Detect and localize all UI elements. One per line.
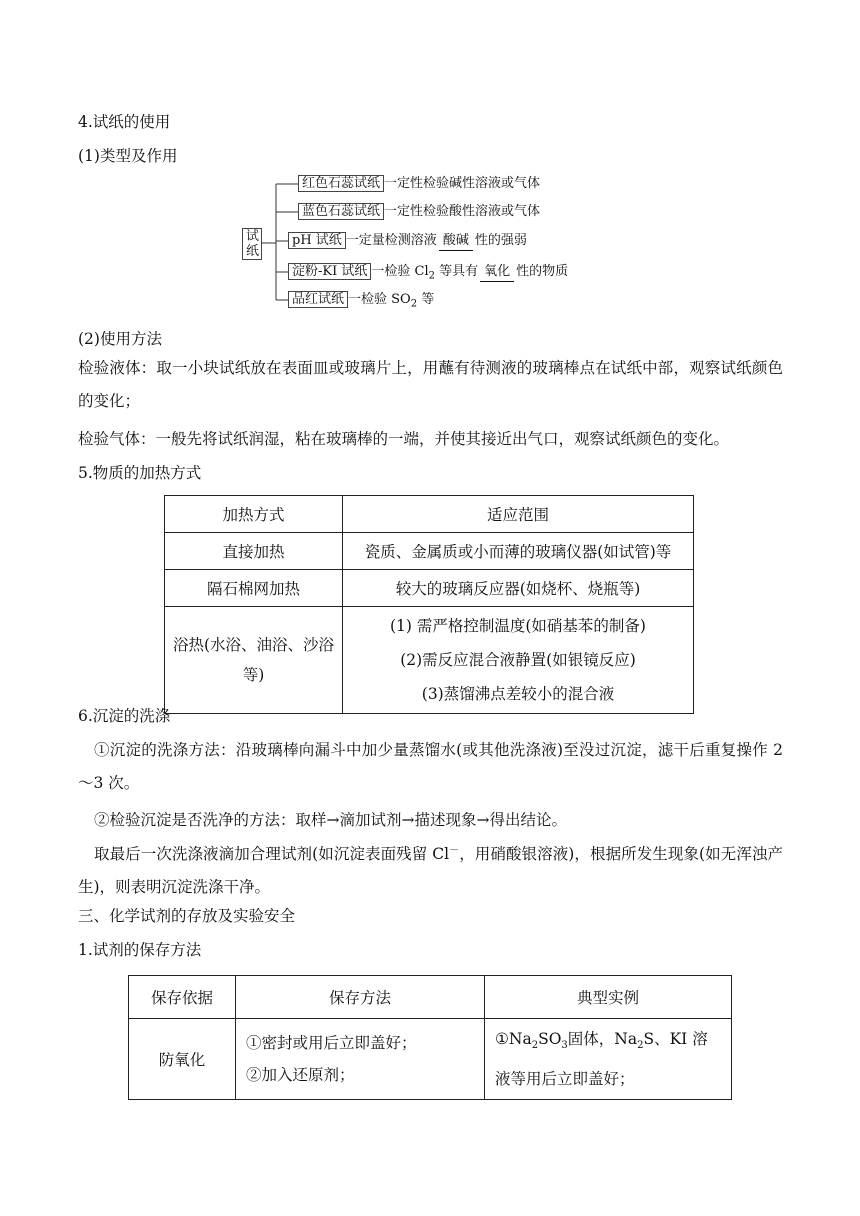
paragraph-liquid: 检验液体：取一小块试纸放在表面皿或玻璃片上，用蘸有待测液的玻璃棒点在试纸中部，观察试纸颜色的变化； (78, 359, 783, 410)
diagram-item: 淀粉-KI 试纸 一检验 $Cl_2$ 等具有 氧化 性的物质 (288, 263, 568, 286)
paragraph-check: ②检验沉淀是否洗净的方法：取样→滴加试剂→描述现象→得出结论。 (94, 811, 567, 829)
diagram-item: 品红试纸 一检验 $SO_2$ 等 (288, 291, 434, 314)
heating-methods-table (164, 495, 694, 714)
paragraph-gas: 检验气体：一般先将试纸润湿，粘在玻璃棒的一端，并使其接近出气口，观察试纸颜色的变化。 (78, 430, 730, 448)
table-row: 隔石棉网加热 较大的玻璃反应器(如烧杯、烧瓶等) (165, 570, 694, 607)
table-header: 加热方式 (165, 496, 343, 533)
paragraph-result: 取最后一次洗涤液滴加合理试剂(如沉淀表面残留 Cl－，用硝酸银溶液)，根据所发生现象(如无浑浊产生)，则表明沉淀洗涤干净。 (78, 845, 783, 897)
paragraph-washing: ①沉淀的洗涤方法：沿玻璃棒向漏斗中加少量蒸馏水(或其他洗涤液)至没过沉淀，滤干后重复操作 2～3 次。 (78, 741, 783, 792)
section-title: 4.试纸的使用 (78, 113, 171, 131)
table-header: 保存方法 (236, 976, 485, 1019)
diagram-item: pH 试纸 一定量检测溶液 酸碱 性的强弱 (288, 232, 527, 251)
subsection-title: (1)类型及作用 (78, 147, 178, 165)
diagram-item: 蓝色石蕊试纸 一定性检验酸性溶液或气体 (298, 203, 540, 221)
reagent-storage-table (128, 975, 732, 1100)
table-row: 防氧化 ①密封或用后立即盖好； ②加入还原剂； $①Na_2SO_3$固体，$Na_2S$、KI 溶液等用后立即盖好； (129, 1019, 732, 1100)
section-title: 三、化学试剂的存放及实验安全 (78, 907, 296, 925)
table-row: 浴热(水浴、油浴、沙浴等) (1) 需严格控制温度(如硝基苯的制备) (2)需反应混合液静置(如银镜反应) (3)蒸馏沸点差较小的混合液 (165, 607, 694, 714)
test-paper-diagram (238, 168, 638, 318)
diagram-item: 红色石蕊试纸 一定性检验碱性溶液或气体 (298, 175, 540, 193)
section-title: 5.物质的加热方式 (78, 464, 202, 482)
table-header: 保存依据 (129, 976, 236, 1019)
table-header: 适应范围 (343, 496, 694, 533)
subsection-title: (2)使用方法 (78, 330, 162, 348)
diagram-root: 试纸 (242, 228, 262, 260)
section-title: 6.沉淀的洗涤 (78, 707, 171, 725)
table-row: 直接加热 瓷质、金属质或小而薄的玻璃仪器(如试管)等 (165, 533, 694, 570)
subsection-title: 1.试剂的保存方法 (78, 941, 202, 959)
table-header: 典型实例 (485, 976, 732, 1019)
